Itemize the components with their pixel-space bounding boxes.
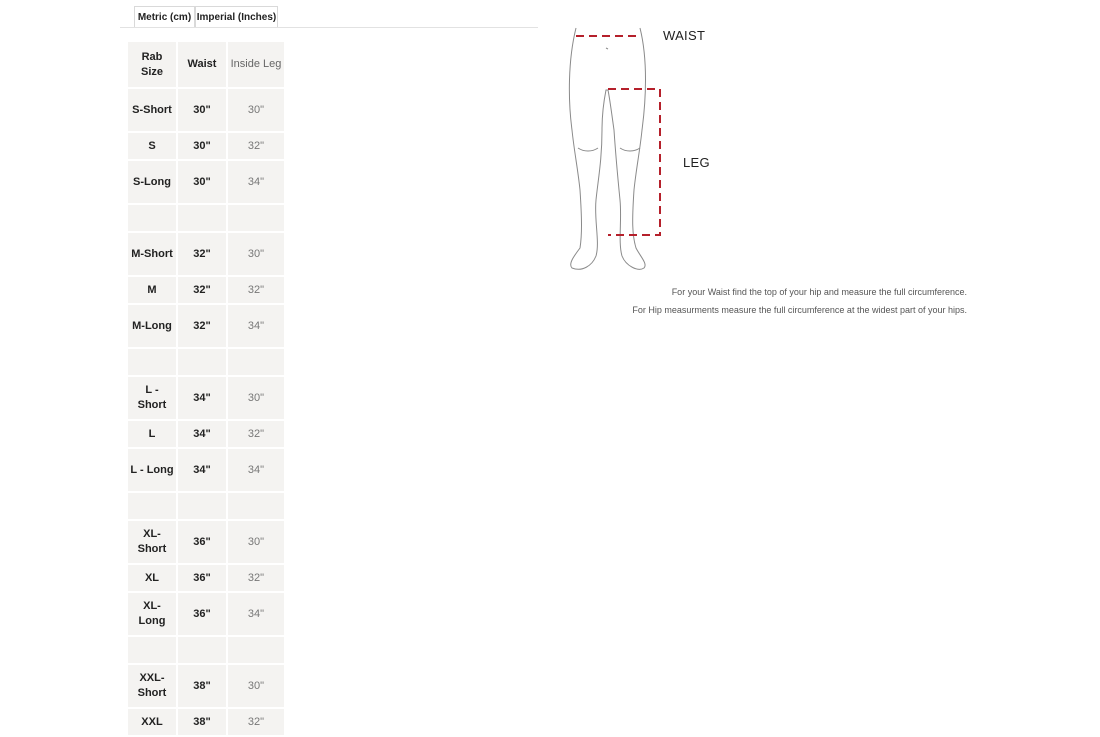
waist-cell [176, 637, 226, 663]
table-row [128, 421, 284, 449]
waist-cell: 32" [176, 277, 226, 303]
size-cell: L - Short [137, 384, 167, 411]
table-row [128, 377, 284, 421]
table-row [128, 665, 284, 709]
inside-leg-cell: 30" [226, 233, 284, 275]
leg-label: LEG [683, 155, 710, 170]
measure-guides [576, 36, 660, 235]
table-spacer-row [128, 349, 284, 377]
waist-cell [176, 349, 226, 375]
size-cell: S-Short [132, 103, 172, 116]
tab-metric[interactable]: Metric (cm) [134, 6, 195, 27]
table-body [128, 89, 284, 737]
legs-outline-icon [569, 28, 645, 269]
waist-cell: 30" [176, 89, 226, 131]
waist-cell: 32" [176, 305, 226, 347]
size-cell: M [147, 283, 157, 296]
inside-leg-cell: 34" [226, 161, 284, 203]
size-cell: L - Long [130, 463, 174, 476]
size-cell [128, 205, 176, 231]
size-cell [128, 637, 176, 663]
inside-leg-cell: 32" [226, 421, 284, 447]
size-cell: XXL [141, 715, 163, 728]
waist-cell [176, 493, 226, 519]
waist-cell: 38" [176, 665, 226, 707]
header-inside-leg: Inside Leg [226, 42, 284, 87]
leg-measurement-diagram [560, 20, 760, 280]
inside-leg-cell: 30" [226, 89, 284, 131]
waist-cell: 30" [176, 133, 226, 159]
tab-imperial[interactable]: Imperial (Inches) [195, 6, 278, 27]
waist-cell: 32" [176, 233, 226, 275]
waist-cell: 36" [176, 565, 226, 591]
table-header-row [128, 42, 284, 89]
size-cell [128, 349, 176, 375]
header-rab-size: Rab Size [140, 50, 163, 78]
size-cell: S [148, 139, 156, 152]
hip-instruction: For Hip measurments measure the full circumference at the widest part of your hips. [632, 305, 967, 315]
inside-leg-cell: 32" [226, 277, 284, 303]
inside-leg-cell: 30" [226, 377, 284, 419]
table-row [128, 277, 284, 305]
size-cell: XL-Long [138, 600, 166, 627]
waist-cell: 36" [176, 593, 226, 635]
waist-cell: 34" [176, 449, 226, 491]
table-row [128, 133, 284, 161]
waist-label: WAIST [663, 28, 706, 43]
size-chart-table [128, 42, 284, 737]
waist-cell: 30" [176, 161, 226, 203]
size-cell: XL-Short [137, 528, 167, 555]
size-cell: M-Short [131, 247, 173, 260]
waist-cell: 36" [176, 521, 226, 563]
inside-leg-cell: 32" [226, 133, 284, 159]
table-row [128, 89, 284, 133]
table-row [128, 593, 284, 637]
table-row [128, 521, 284, 565]
size-cell: S-Long [133, 175, 171, 188]
table-row [128, 449, 284, 493]
size-cell: XL [144, 571, 160, 584]
unit-tabs [120, 6, 538, 28]
inside-leg-cell [226, 205, 284, 231]
header-waist: Waist [176, 42, 226, 87]
table-spacer-row [128, 637, 284, 665]
inside-leg-cell: 30" [226, 665, 284, 707]
size-cell: M-Long [132, 319, 172, 332]
table-spacer-row [128, 205, 284, 233]
inside-leg-cell: 30" [226, 521, 284, 563]
table-row [128, 161, 284, 205]
waist-cell: 38" [176, 709, 226, 735]
inside-leg-cell [226, 493, 284, 519]
inside-leg-cell: 32" [226, 565, 284, 591]
inside-leg-cell: 34" [226, 449, 284, 491]
size-cell: L [148, 427, 156, 440]
table-row [128, 709, 284, 737]
waist-cell: 34" [176, 377, 226, 419]
inside-leg-cell: 32" [226, 709, 284, 735]
size-cell [128, 493, 176, 519]
inside-leg-cell: 34" [226, 305, 284, 347]
inside-leg-cell [226, 349, 284, 375]
inside-leg-cell: 34" [226, 593, 284, 635]
table-row [128, 565, 284, 593]
leg-guide-line [608, 89, 660, 235]
table-spacer-row [128, 493, 284, 521]
size-cell: XXL-Short [137, 672, 167, 699]
inside-leg-cell [226, 637, 284, 663]
waist-cell: 34" [176, 421, 226, 447]
table-row [128, 233, 284, 277]
waist-cell [176, 205, 226, 231]
waist-instruction: For your Waist find the top of your hip and measure the full circumference. [671, 287, 967, 297]
table-row [128, 305, 284, 349]
